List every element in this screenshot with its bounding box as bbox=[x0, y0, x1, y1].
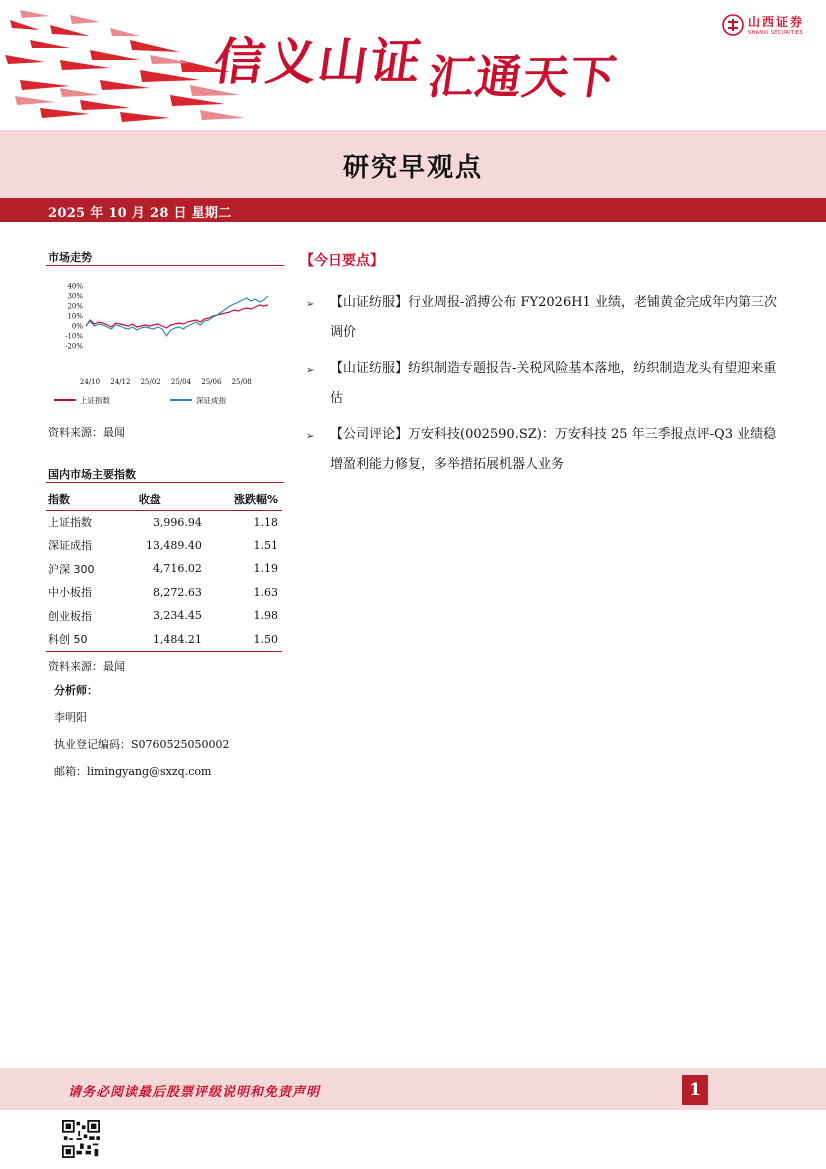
bullet-arrow-icon: ➢ bbox=[306, 431, 315, 442]
index-change: 1.51 bbox=[253, 538, 278, 552]
y-tick-label: 0% bbox=[71, 322, 83, 331]
index-change: 1.98 bbox=[253, 609, 278, 623]
key-points-list bbox=[306, 288, 786, 486]
x-tick-label: 25/08 bbox=[231, 378, 252, 386]
bullet-arrow-icon: ➢ bbox=[306, 299, 315, 310]
x-tick-label: 25/02 bbox=[140, 378, 161, 386]
x-axis-labels bbox=[80, 378, 252, 386]
series-line-shenzhen bbox=[86, 296, 268, 336]
legend-label: 上证指数 bbox=[80, 396, 110, 405]
index-table bbox=[46, 488, 282, 652]
logo-name-en: SHANXI SECURITIES bbox=[747, 30, 803, 36]
index-close: 4,716.02 bbox=[152, 562, 202, 576]
logo-mark-icon bbox=[722, 14, 744, 36]
index-table-source: 资料来源：最闻 bbox=[48, 660, 125, 673]
x-tick-label: 25/04 bbox=[170, 378, 192, 386]
index-close: 1,484.21 bbox=[152, 632, 202, 646]
chart-legend bbox=[54, 395, 226, 405]
index-name: 中小板指 bbox=[48, 586, 92, 600]
report-title: 研究早观点 bbox=[342, 153, 483, 183]
analyst-email[interactable]: 邮箱：limingyang@sxzq.com bbox=[54, 765, 212, 778]
footer-disclaimer[interactable]: 请务必阅读最后股票评级说明和免责声明 bbox=[68, 1085, 321, 1100]
analyst-name: 李明阳 bbox=[54, 711, 87, 724]
index-close: 8,272.63 bbox=[152, 585, 202, 599]
market-trend-rule bbox=[46, 265, 284, 266]
table-row bbox=[46, 581, 282, 605]
market-trend-title: 市场走势 bbox=[48, 251, 92, 264]
table-row bbox=[46, 628, 282, 652]
index-name: 科创 50 bbox=[48, 633, 88, 646]
header-change: 涨跌幅% bbox=[233, 492, 278, 506]
logo-name-cn: 山西证券 bbox=[747, 15, 804, 29]
page-banner bbox=[0, 0, 826, 130]
header-index: 指数 bbox=[48, 492, 70, 506]
y-axis-labels bbox=[65, 283, 83, 351]
x-tick-label: 24/10 bbox=[79, 378, 101, 386]
key-points-title: 【今日要点】 bbox=[300, 253, 384, 269]
series-lines bbox=[86, 296, 268, 336]
y-tick-label: 30% bbox=[67, 292, 83, 301]
analyst-registration: 执业登记编码：S0760525050002 bbox=[54, 738, 230, 751]
key-point-item[interactable] bbox=[306, 420, 786, 480]
legend-label: 深证成指 bbox=[196, 396, 226, 405]
analyst-info bbox=[54, 684, 230, 792]
y-tick-label: 20% bbox=[67, 302, 83, 311]
series-line-shanghai bbox=[86, 305, 268, 328]
qr-code-icon bbox=[62, 1120, 100, 1158]
index-table-title: 国内市场主要指数 bbox=[48, 468, 136, 481]
header-close: 收盘 bbox=[138, 492, 161, 506]
key-point-text: 【公司评论】万安科技(002590.SZ)：万安科技 25 年三季报点评-Q3 业绩稳增盈利能力修复，多举措拓展机器人业务 bbox=[330, 427, 777, 472]
key-point-text: 【山证纺服】纺织制造专题报告-关税风险基本落地，纺织制造龙头有望迎来重估 bbox=[330, 361, 777, 406]
table-row bbox=[46, 604, 282, 628]
report-date: 2025 年 10 月 28 日 星期二 bbox=[48, 206, 232, 221]
y-tick-label: -20% bbox=[65, 342, 83, 351]
page-number: 1 bbox=[682, 1075, 708, 1105]
market-trend-source: 资料来源：最闻 bbox=[48, 426, 125, 439]
index-name: 深证成指 bbox=[48, 539, 92, 553]
table-row bbox=[46, 534, 282, 558]
index-change: 1.50 bbox=[253, 632, 278, 646]
index-name: 创业板指 bbox=[48, 609, 92, 623]
index-close: 13,489.40 bbox=[145, 538, 202, 552]
x-tick-label: 25/06 bbox=[201, 378, 222, 386]
index-change: 1.18 bbox=[253, 515, 278, 529]
y-tick-label: -10% bbox=[65, 332, 83, 341]
analyst-label: 分析师： bbox=[54, 684, 98, 697]
key-point-text: 【山证纺服】行业周报-滔搏公布 FY2026H1 业绩，老铺黄金完成年内第三次调价 bbox=[330, 295, 777, 340]
bullet-arrow-icon: ➢ bbox=[306, 365, 315, 376]
slogan-part-1: 信义山证 bbox=[210, 33, 427, 91]
y-tick-label: 10% bbox=[67, 312, 83, 321]
index-name: 沪深 300 bbox=[48, 562, 95, 576]
banner-slogan bbox=[210, 22, 621, 104]
x-tick-label: 24/12 bbox=[110, 378, 131, 386]
key-point-item[interactable] bbox=[306, 288, 786, 348]
table-row bbox=[46, 557, 282, 581]
y-tick-label: 40% bbox=[67, 282, 83, 291]
slogan-part-2: 汇通天下 bbox=[424, 50, 621, 104]
index-change: 1.63 bbox=[253, 585, 278, 599]
index-change: 1.19 bbox=[253, 562, 278, 576]
table-row bbox=[46, 510, 282, 534]
index-close: 3,234.45 bbox=[152, 609, 202, 623]
logo-text bbox=[748, 13, 804, 36]
key-point-item[interactable] bbox=[306, 354, 786, 414]
market-trend-chart bbox=[50, 278, 280, 410]
index-table-header bbox=[46, 488, 282, 510]
index-name: 上证指数 bbox=[48, 516, 92, 529]
index-table-rule bbox=[46, 482, 284, 483]
index-close: 3,996.94 bbox=[152, 515, 202, 529]
company-logo bbox=[722, 13, 804, 36]
